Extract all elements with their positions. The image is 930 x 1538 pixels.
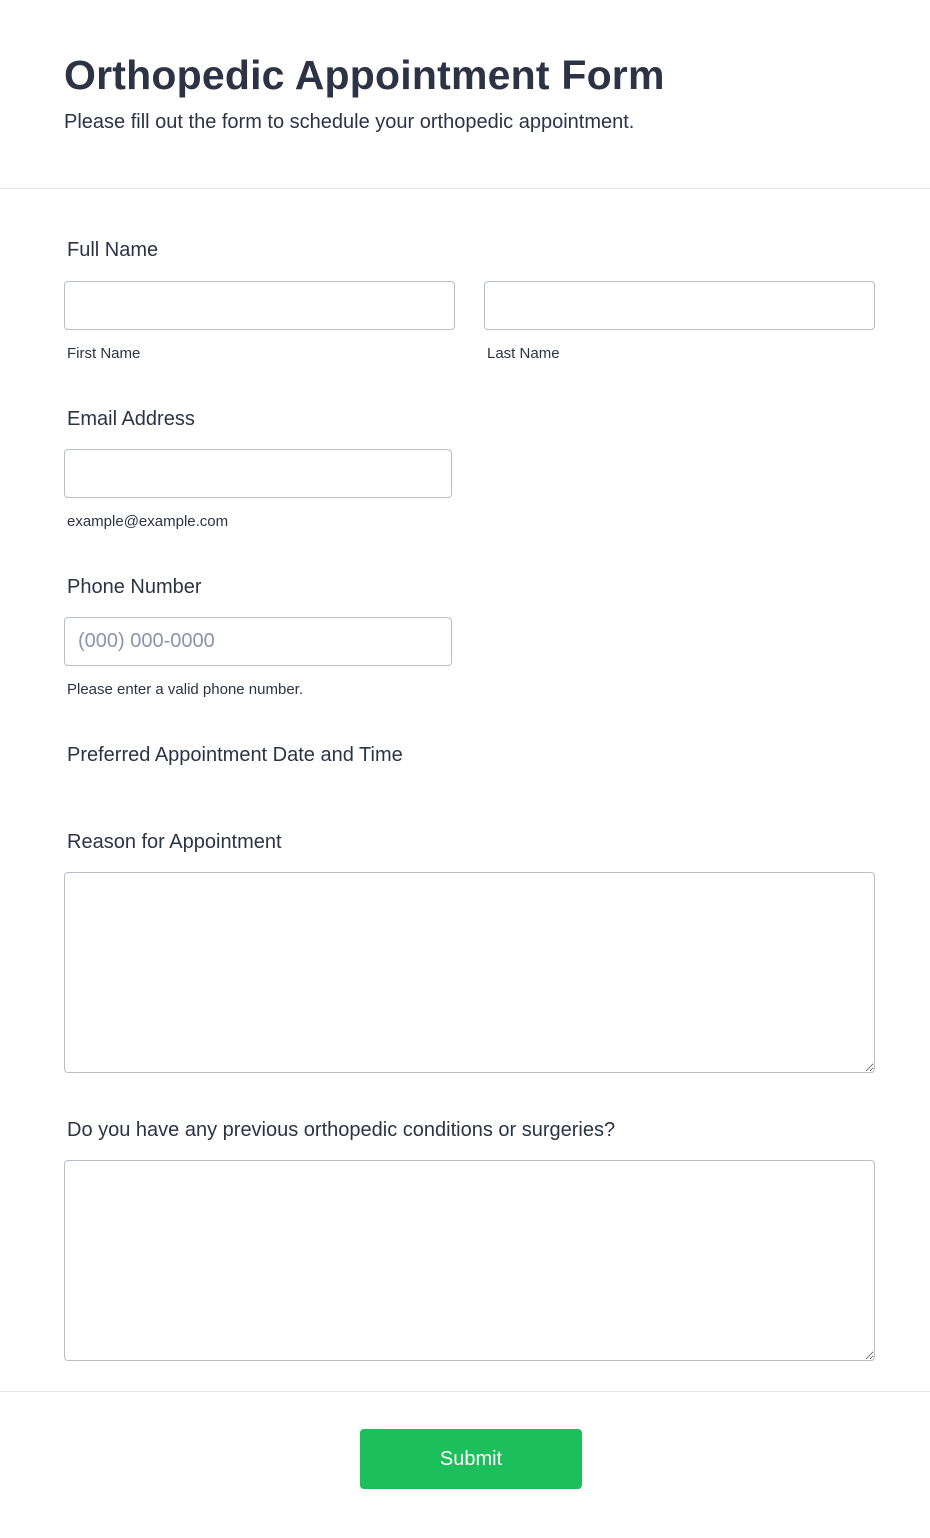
email-label: Email Address [67, 408, 195, 430]
first-name-sublabel: First Name [67, 345, 141, 362]
email-sublabel: example@example.com [67, 513, 229, 530]
last-name-sublabel: Last Name [487, 345, 560, 362]
history-textarea[interactable] [64, 1160, 875, 1361]
form-subtitle: Please fill out the form to schedule your orthopedic appointment. [64, 111, 635, 133]
first-name-input[interactable] [64, 281, 455, 330]
appointment-datetime-label: Preferred Appointment Date and Time [67, 744, 403, 766]
email-input[interactable] [64, 449, 452, 498]
submit-button[interactable]: Submit [360, 1429, 582, 1489]
form-header [0, 0, 930, 189]
form-title: Orthopedic Appointment Form [64, 52, 665, 98]
phone-label: Phone Number [67, 576, 202, 598]
phone-sublabel: Please enter a valid phone number. [67, 681, 303, 698]
footer-divider [0, 1391, 930, 1392]
phone-input[interactable] [64, 617, 452, 666]
full-name-label: Full Name [67, 239, 159, 261]
history-label: Do you have any previous orthopedic conditions or surgeries? [67, 1119, 616, 1141]
last-name-input[interactable] [484, 281, 875, 330]
reason-label: Reason for Appointment [67, 831, 282, 853]
reason-textarea[interactable] [64, 872, 875, 1073]
